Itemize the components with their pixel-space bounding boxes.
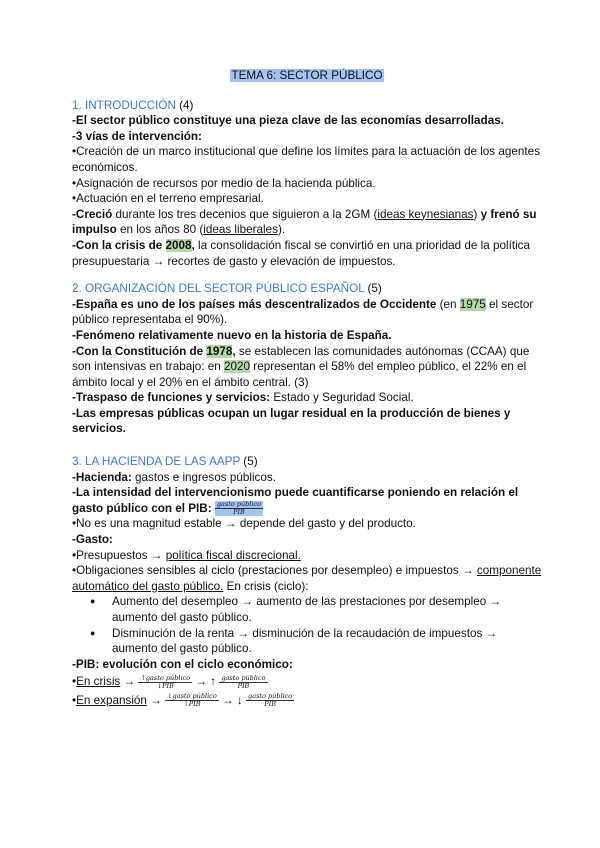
s2-l1a: -España es uno de los países más descentralizados de Occidente [72,297,437,311]
s2-l3d: se establecen las comunidades autónomas (CCAA) que son intensivas en trabajo: en [72,344,530,374]
s3-line-1 [72,470,542,486]
s1-line-4: •Asignación de recursos por medio de la hacienda pública. [72,176,376,190]
s1-l6g: ideas liberales [203,223,278,237]
section-3-heading [72,454,542,470]
s3-l5a: •Presupuestos → [72,548,166,562]
s3-l6b: componente automático del gasto público. [72,564,542,593]
s3-l2-text: -La intensidad del intervencionismo puede cuantificarse poniendo en relación el gasto público con el PIB: [72,486,519,515]
s1-l6a: -Creció [72,207,113,221]
s3-line-5 [72,548,542,564]
expansion-arrow: → [146,693,166,707]
s2-l1d: el sector público representaba el 90%). [72,297,534,327]
s2-l2-text: -Fenómeno relativamente nuevo en la historia de España. [72,328,392,342]
exp-f1-den: ↑PIB [183,700,201,709]
s3-l1a: -Hacienda: [72,470,132,484]
s1-line-1 [72,113,542,129]
list-item: ● Aumento del desempleo → aumento de las prestaciones por desempleo → aumento del gasto público. [112,594,542,625]
expansion-fraction-2 [246,693,294,708]
frac-numerator: gasto público [216,500,262,509]
s3-line-4 [72,532,542,548]
s2-line-3 [72,344,542,391]
crisis-effects-list [72,594,542,656]
s2-line-4 [72,390,542,406]
s2-line-5 [72,406,542,437]
s3-line-7 [72,657,542,673]
crisis-formula-line [72,674,542,690]
s1-line-7 [72,238,542,269]
section-3-heading-text: 3. LA HACIENDA DE LAS AAPP [72,455,241,469]
s2-l4a: -Traspaso de funciones y servicios: [72,391,271,405]
crisis-arrow-2: → ↑ [192,675,220,689]
expansion-formula-line [72,693,542,709]
s1-line-5: •Actuación en el terreno empresarial. [72,192,264,206]
crisis-f1-num: ↑gasto público [140,673,191,682]
s1-line-6 [72,207,542,238]
document-title: TEMA 6: SECTOR PÚBLICO [231,69,383,82]
s3-l5b: política fiscal discrecional. [165,548,301,562]
crisis-f2-num: gasto público [221,673,266,682]
exp-f1-num: ↓gasto público [167,692,217,701]
s1-l7d: la consolidación fiscal se convirtió en una prioridad de la política presupuestaria → recortes de gasto y elevación de impuestos. [72,238,531,268]
s1-line-3: •Creación de un marco institucional que define los límites para la actuación de los agentes económicos. [72,145,540,174]
document-page [72,68,542,709]
section-2-heading-text: 2. ORGANIZACIÓN DEL SECTOR PÚBLICO ESPAÑOL [72,282,365,296]
crisis-f1-den: ↓PIB [156,681,174,690]
s2-l5-text: -Las empresas públicas ocupan un lugar residual en la producción de bienes y servicios. [72,406,511,436]
s1-l7b-year: 2008 [165,238,192,252]
s1-l6b: durante los tres decenios que siguieron a la 2GM ( [112,207,378,221]
expansion-bullet: • [72,693,77,707]
s2-l4b: Estado y Seguridad Social. [270,391,414,405]
s3-line-6 [72,563,542,594]
s1-l6f: en los años 80 ( [116,223,204,237]
s1-l6d: ) [473,207,481,221]
s2-line-1 [72,297,542,328]
crisis-bullet: • [72,675,77,689]
s2-l1b: (en [436,297,460,311]
s1-l2-text: -3 vías de intervención: [72,129,202,143]
expansion-fraction-1 [165,693,219,708]
s2-l3b-year: 1978 [206,344,233,358]
frac-denominator: PIB [233,508,245,517]
crisis-arrow: → [120,675,139,689]
crisis-fraction-2 [219,675,267,690]
s1-l1-text: -El sector público constituye una pieza clave de las economías desarrolladas. [72,114,504,128]
title-row [72,68,542,84]
s1-l6h: ). [277,223,286,237]
s1-line-2 [72,129,542,145]
crisis-fraction-1 [138,675,192,690]
s1-l7c: , [191,238,195,252]
s1-l6e: y frenó su impulso [72,207,537,237]
s3-l6c: En crisis (ciclo): [223,579,309,593]
exp-f2-den: PIB [264,700,276,709]
s3-line-3: •No es una magnitud estable → depende del gasto y del producto. [72,517,416,531]
section-1-count: (4) [179,98,194,112]
s3-line-2 [72,485,542,516]
crisis-label: En crisis [76,675,121,689]
section-3-count: (5) [243,455,258,469]
expansion-label: En expansión [76,693,147,707]
crisis-f2-den: PIB [237,681,250,690]
s2-line-2 [72,328,542,344]
section-1-heading-text: 1. INTRODUCCIÓN [72,98,176,112]
s3-l7-text: -PIB: evolución con el ciclo económico: [72,657,293,671]
s3-l4-text: -Gasto: [72,533,113,547]
s2-l3c: , [232,344,236,358]
s1-l7a: -Con la crisis de [72,238,166,252]
s3-l1b: gastos e ingresos públicos. [131,470,276,484]
exp-f2-num: gasto público [248,692,293,701]
s2-l3f: representan el 58% del empleo público, el 22% en el ámbito local y el 20% en el ámbito central. (3) [72,360,527,389]
s1-l6c: ideas keynesianas [377,207,474,221]
section-2-count: (5) [367,282,382,296]
s2-l1c-year: 1975 [459,297,486,311]
list-item: ● Disminución de la renta → disminución de la recaudación de impuestos → aumento del gasto público. [112,626,542,657]
expansion-arrow-2: → ↓ [218,693,247,707]
section-1-heading [72,98,542,114]
gasto-pib-fraction [215,501,263,516]
s2-l3a: -Con la Constitución de [72,344,207,358]
s2-l3e-year: 2020 [224,360,251,374]
section-2-heading [72,281,542,297]
s3-l6a: •Obligaciones sensibles al ciclo (prestaciones por desempleo) e impuestos → [72,564,477,578]
